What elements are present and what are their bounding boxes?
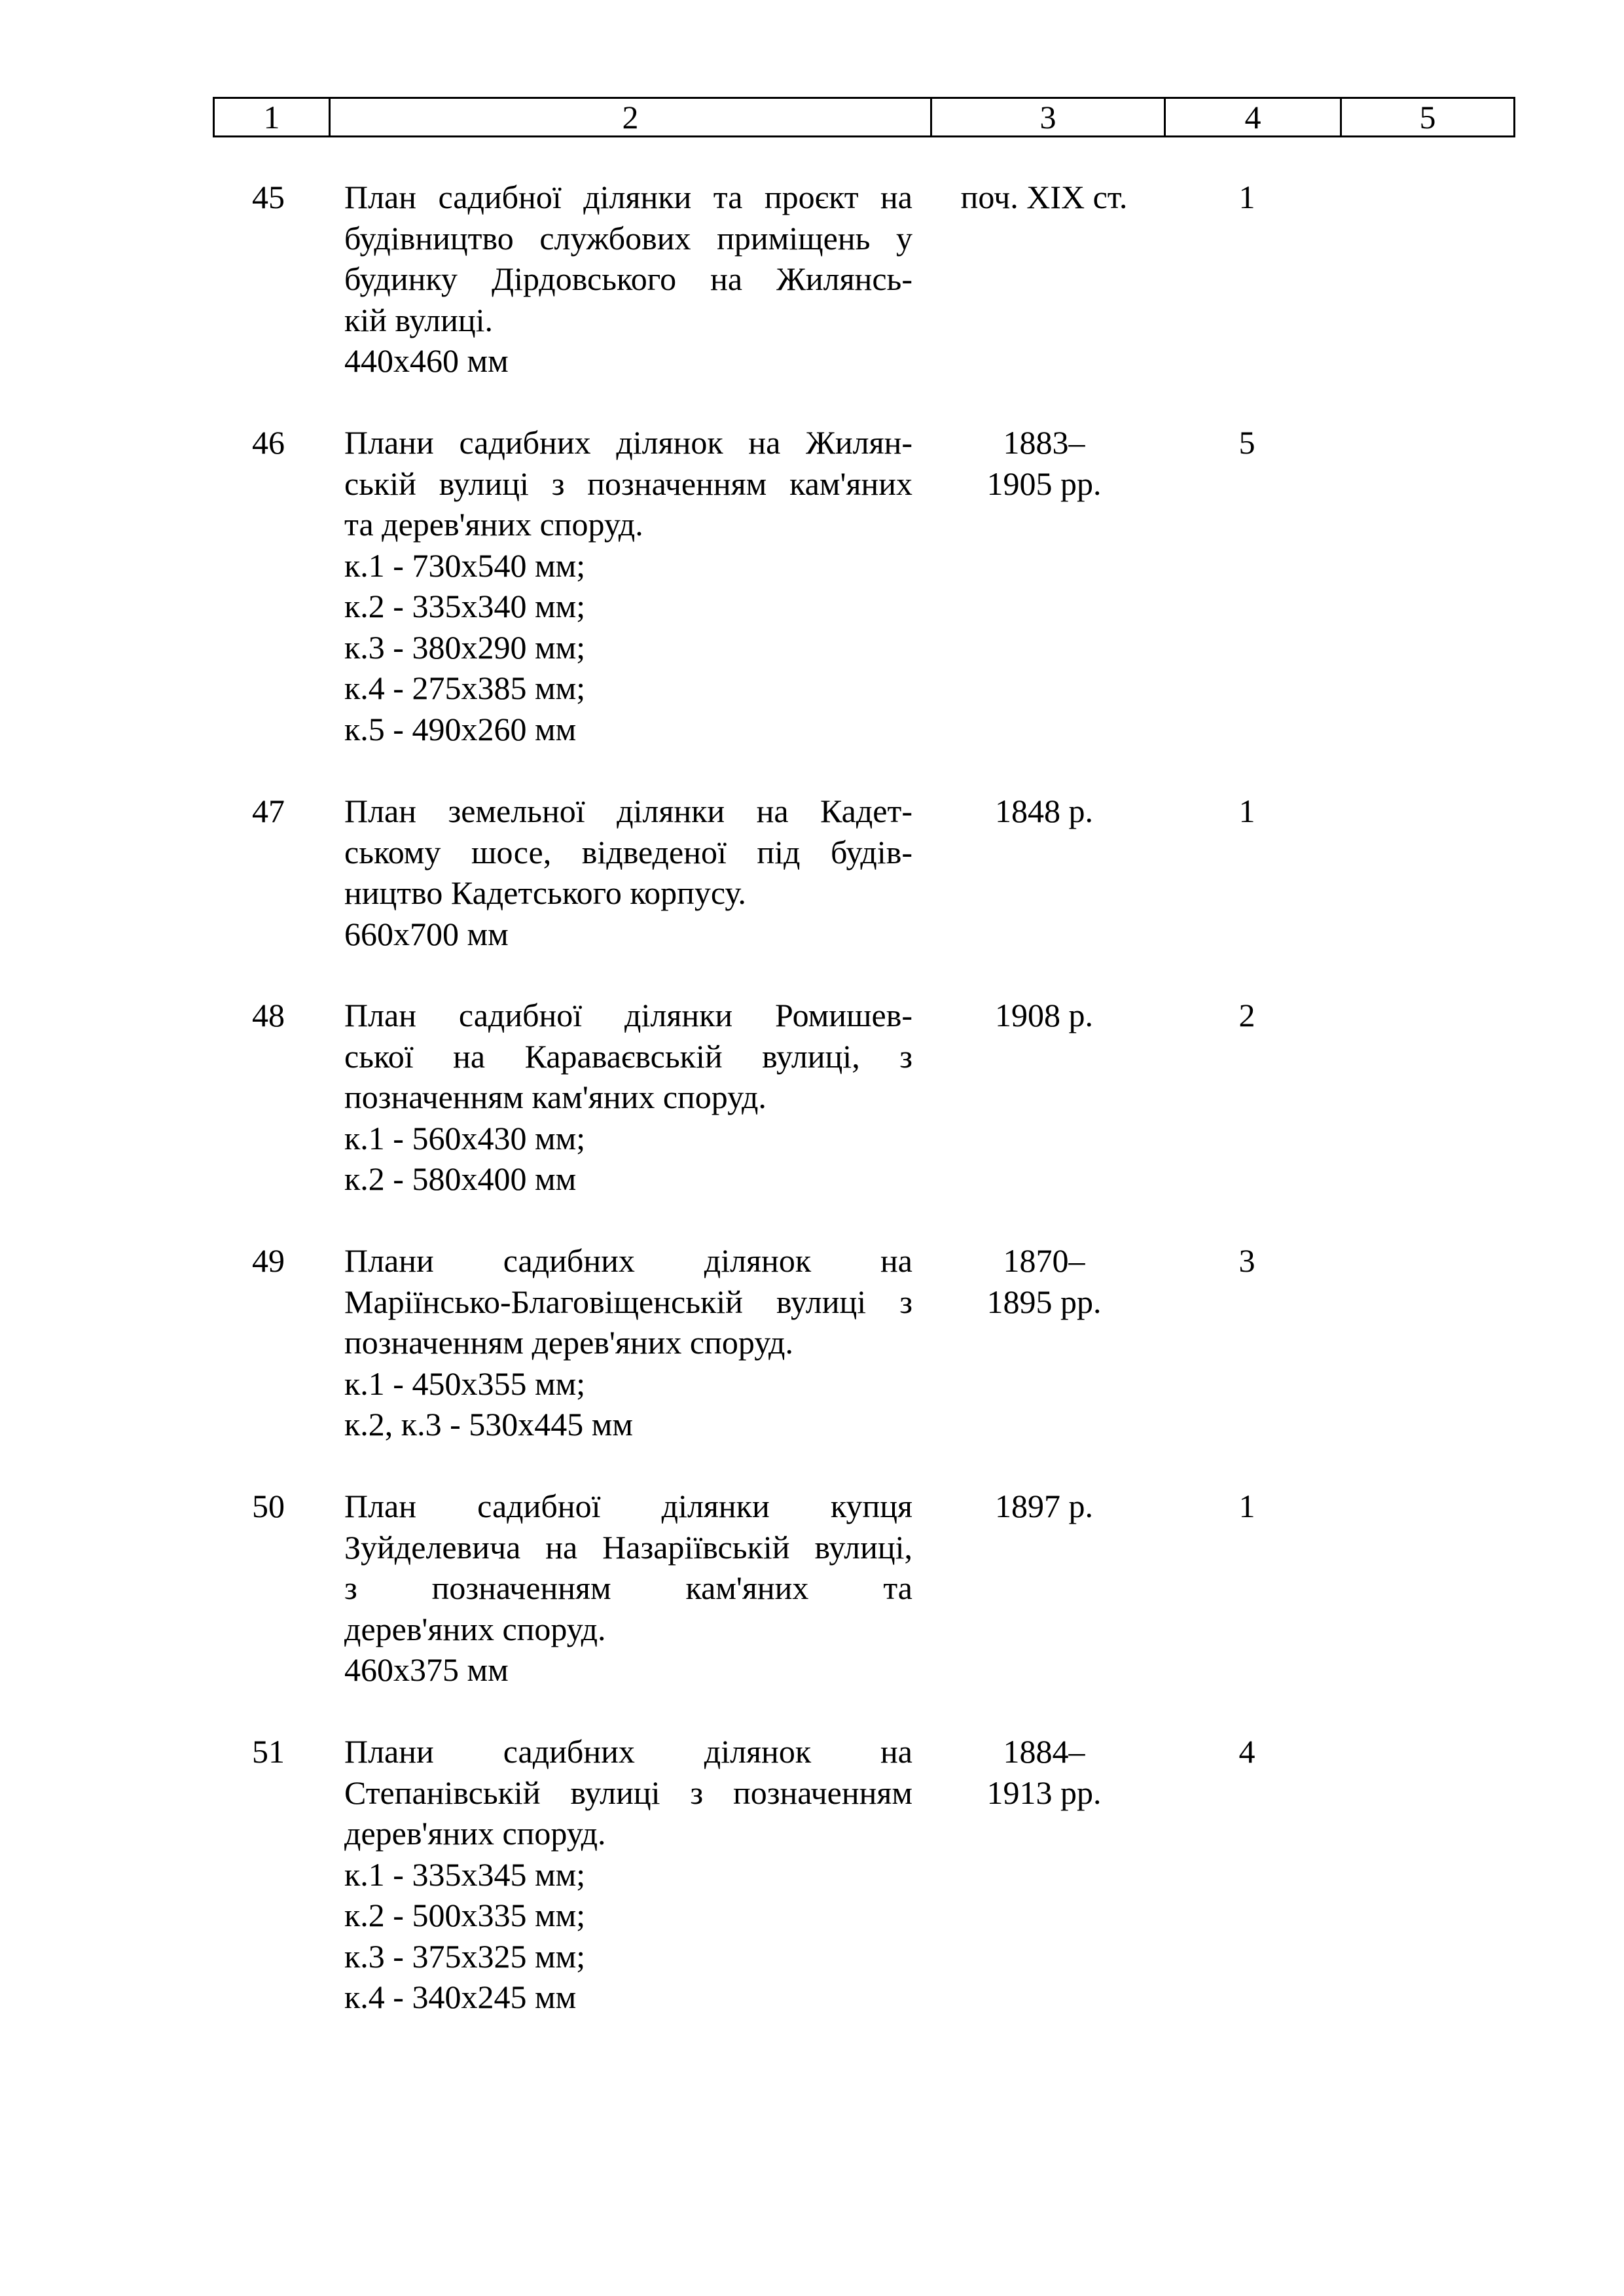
description-line: з позначенням кам'яних та [344, 1570, 912, 1606]
description-line: Зуйделевича на Назаріївській вулиці, [344, 1528, 912, 1566]
entry-count: 5 [1238, 424, 1255, 461]
entry-description [344, 791, 912, 954]
header-row [214, 98, 1515, 137]
entry-date [928, 995, 1160, 1036]
header-col-3: 3 [931, 98, 1165, 137]
entry-count: 1 [1238, 793, 1255, 829]
size-line: к.4 - 340х245 мм [344, 1979, 577, 2015]
description-line: будинку Дірдовського на Жилянсь- [344, 260, 912, 297]
entry-description [344, 1731, 912, 2018]
description-line: Маріїнсько-Благовіщенській вулиці з [344, 1283, 912, 1320]
size-line: к.2 - 580х400 мм [344, 1160, 577, 1197]
header-col-5: 5 [1341, 98, 1515, 137]
entry-description [344, 177, 912, 382]
header-col-4: 4 [1165, 98, 1341, 137]
entry-description [344, 422, 912, 749]
description-line: ської на Караваєвській вулиці, з [344, 1037, 912, 1075]
entry-date [928, 1731, 1160, 1813]
size-line: к.2 - 335х340 мм; [344, 588, 586, 624]
size-line: к.1 - 450х355 мм; [344, 1365, 586, 1402]
date-line: 1884– [1003, 1733, 1085, 1770]
description-line: Плани садибних ділянок на Жилян- [344, 424, 912, 461]
date-line: 1908 р. [995, 997, 1093, 1033]
size-line: 660х700 мм [344, 915, 509, 952]
entry-count: 2 [1238, 997, 1255, 1033]
entry-date [928, 1240, 1160, 1322]
description-line: позначенням дерев'яних споруд. [344, 1324, 793, 1361]
description-line: дерев'яних споруд. [344, 1610, 606, 1647]
entry-count: 4 [1238, 1733, 1255, 1770]
date-line: 1897 р. [995, 1488, 1093, 1524]
description-line: кій вулиці. [344, 301, 494, 338]
description-line: План садибної ділянки Ромишев- [344, 997, 912, 1033]
size-line: к.2, к.3 - 530х445 мм [344, 1406, 634, 1443]
description-line: Плани садибних ділянок на [344, 1733, 912, 1770]
entry-number: 45 [252, 179, 285, 215]
description-line: ництво Кадетського корпусу. [344, 874, 746, 911]
description-line: План садибної ділянки купця [344, 1488, 912, 1524]
entry-number: 49 [252, 1242, 285, 1279]
description-line: та дерев'яних споруд. [344, 506, 643, 543]
description-line: План земельної ділянки на Кадет- [344, 793, 912, 829]
entry-number: 51 [252, 1733, 285, 1770]
description-line: будівництво службових приміщень у [344, 219, 912, 257]
date-line: 1905 рр. [986, 465, 1102, 502]
description-line: Степанівській вулиці з позначенням [344, 1774, 912, 1811]
entry-date [928, 1486, 1160, 1527]
size-line: к.1 - 335х345 мм; [344, 1856, 586, 1893]
column-number-header [213, 97, 1515, 137]
entry-description [344, 1240, 912, 1445]
entry-description [344, 1486, 912, 1691]
size-line: 440х460 мм [344, 342, 509, 379]
date-line: 1848 р. [995, 793, 1093, 829]
size-line: к.5 - 490х260 мм [344, 710, 577, 747]
date-line: 1883– [1003, 424, 1085, 461]
entry-number: 50 [252, 1488, 285, 1524]
entry-date [928, 422, 1160, 504]
description-line: План садибної ділянки та проєкт на [344, 179, 912, 215]
date-line: 1870– [1003, 1242, 1085, 1279]
header-col-2: 2 [330, 98, 931, 137]
description-line: позначенням кам'яних споруд. [344, 1079, 767, 1115]
size-line: к.2 - 500х335 мм; [344, 1897, 586, 1933]
entry-count: 1 [1238, 1488, 1255, 1524]
size-line: к.4 - 275х385 мм; [344, 670, 586, 706]
description-line: ській вулиці з позначенням кам'яних [344, 465, 912, 502]
entry-number: 46 [252, 424, 285, 461]
date-line: 1913 рр. [986, 1774, 1102, 1811]
entry-date [928, 791, 1160, 832]
entry-description [344, 995, 912, 1200]
date-line: поч. XIX ст. [960, 179, 1128, 215]
description-line: ському шосе, відведеної під будів- [344, 833, 912, 870]
entry-number: 48 [252, 997, 285, 1033]
entry-number: 47 [252, 793, 285, 829]
header-col-1: 1 [214, 98, 330, 137]
size-line: к.3 - 380х290 мм; [344, 628, 586, 666]
size-line: к.1 - 730х540 мм; [344, 547, 586, 584]
entry-count: 1 [1238, 179, 1255, 215]
description-line: дерев'яних споруд. [344, 1815, 606, 1852]
date-line: 1895 рр. [986, 1283, 1102, 1320]
size-line: 460х375 мм [344, 1651, 509, 1688]
description-line: Плани садибних ділянок на [344, 1242, 912, 1279]
entry-date [928, 177, 1160, 218]
entry-count: 3 [1238, 1242, 1255, 1279]
size-line: к.3 - 375х325 мм; [344, 1937, 586, 1975]
size-line: к.1 - 560х430 мм; [344, 1119, 586, 1157]
